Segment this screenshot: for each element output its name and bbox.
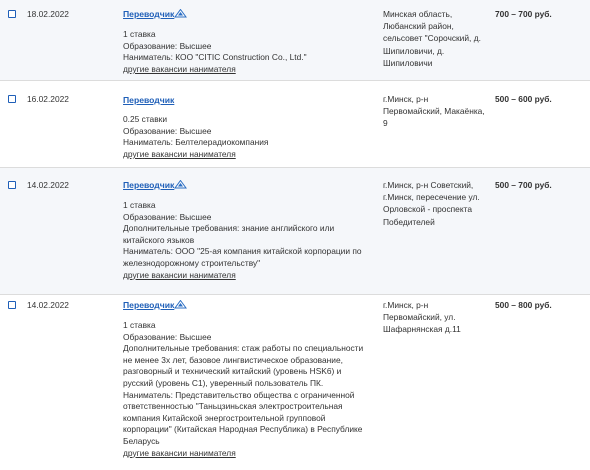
vacancy-date: 16.02.2022: [27, 94, 69, 104]
vacancy-row: [0, 168, 590, 295]
vacancy-employer: Наниматель: Белтелерадиокомпания: [123, 137, 269, 148]
vacancy-employer: Наниматель: Представительство общества с ограниченной ответственностью "Таньцзиньская электростроительная компания Китайской энергостроительной групповой корпорации" (Китайская Народная Республика) в Республике Беларусь: [123, 389, 363, 446]
vacancy-salary: 500 – 600 руб.: [495, 94, 552, 104]
vacancy-education: Образование: Высшее: [123, 40, 212, 51]
vacancy-row: [0, 0, 590, 81]
vacancy-row: [0, 81, 590, 168]
vacancy-location: Минская область, Любанский район, сельсовет "Сорочский, д. Шипиловичи, д. Шипиловичи: [383, 9, 481, 68]
vacancy-salary: 700 – 700 руб.: [495, 9, 552, 19]
vacancy-location: г.Минск, р-н Советский, г.Минск, пересечение ул. Орловской - проспекта Победителей: [383, 180, 480, 227]
vacancy-salary: 500 – 700 руб.: [495, 180, 552, 190]
vacancy-title-link[interactable]: Переводчик: [123, 95, 175, 105]
vacancy-location: г.Минск, р-н Первомайский, ул. Шафарнянская д.11: [383, 300, 461, 335]
vacancy-requirements: Дополнительные требования: знание английского или китайского языков: [123, 223, 335, 245]
checkbox-icon[interactable]: [8, 95, 16, 103]
vacancy-details: [123, 114, 368, 160]
vacancy-date: 14.02.2022: [27, 180, 69, 190]
other-vacancies-link[interactable]: другие вакансии нанимателя: [123, 63, 236, 74]
vacancy-rate: 0.25 ставки: [123, 114, 168, 124]
vacancy-title-link[interactable]: Переводчик: [123, 180, 175, 190]
vacancy-requirements: Дополнительные требования: стаж работы по специальности не менее 3х лет, базовое лингвистическое образование, разговорный и технический китайский (уровень HSK6) и русский (уровень C1), уверенный пользователь ПК.: [123, 343, 364, 388]
vacancy-education: Образование: Высшее: [123, 125, 212, 136]
other-vacancies-link[interactable]: другие вакансии нанимателя: [123, 269, 236, 280]
other-vacancies-link[interactable]: другие вакансии нанимателя: [123, 148, 236, 159]
vacancy-employer: Наниматель: КОО "CITIC Construction Co., Ltd.": [123, 52, 307, 63]
other-vacancies-link[interactable]: другие вакансии нанимателя: [123, 447, 236, 458]
vacancy-education: Образование: Высшее: [123, 331, 212, 342]
vacancy-rate: 1 ставка: [123, 320, 156, 330]
vacancy-location: г.Минск, р-н Первомайский, Макаёнка, 9: [383, 94, 485, 129]
vacancy-education: Образование: Высшее: [123, 211, 212, 222]
verified-employer-icon: [174, 180, 187, 189]
vacancy-employer: Наниматель: ООО "25-ая компания китайской корпорации по железнодорожному строительству": [123, 246, 362, 268]
vacancy-title-link[interactable]: Переводчик: [123, 9, 175, 19]
vacancy-date: 18.02.2022: [27, 9, 69, 19]
verified-employer-icon: [174, 300, 187, 309]
checkbox-icon[interactable]: [8, 301, 16, 309]
verified-employer-icon: [174, 9, 187, 18]
vacancy-rate: 1 ставка: [123, 200, 156, 210]
vacancy-salary: 500 – 800 руб.: [495, 300, 552, 310]
vacancy-rate: 1 ставка: [123, 29, 156, 39]
vacancy-details: [123, 29, 368, 75]
vacancy-date: 14.02.2022: [27, 300, 69, 310]
vacancy-title-link[interactable]: Переводчик: [123, 300, 175, 310]
checkbox-icon[interactable]: [8, 10, 16, 18]
vacancy-details: [123, 320, 368, 459]
vacancy-row: [0, 295, 590, 470]
vacancy-details: [123, 200, 368, 281]
checkbox-icon[interactable]: [8, 181, 16, 189]
